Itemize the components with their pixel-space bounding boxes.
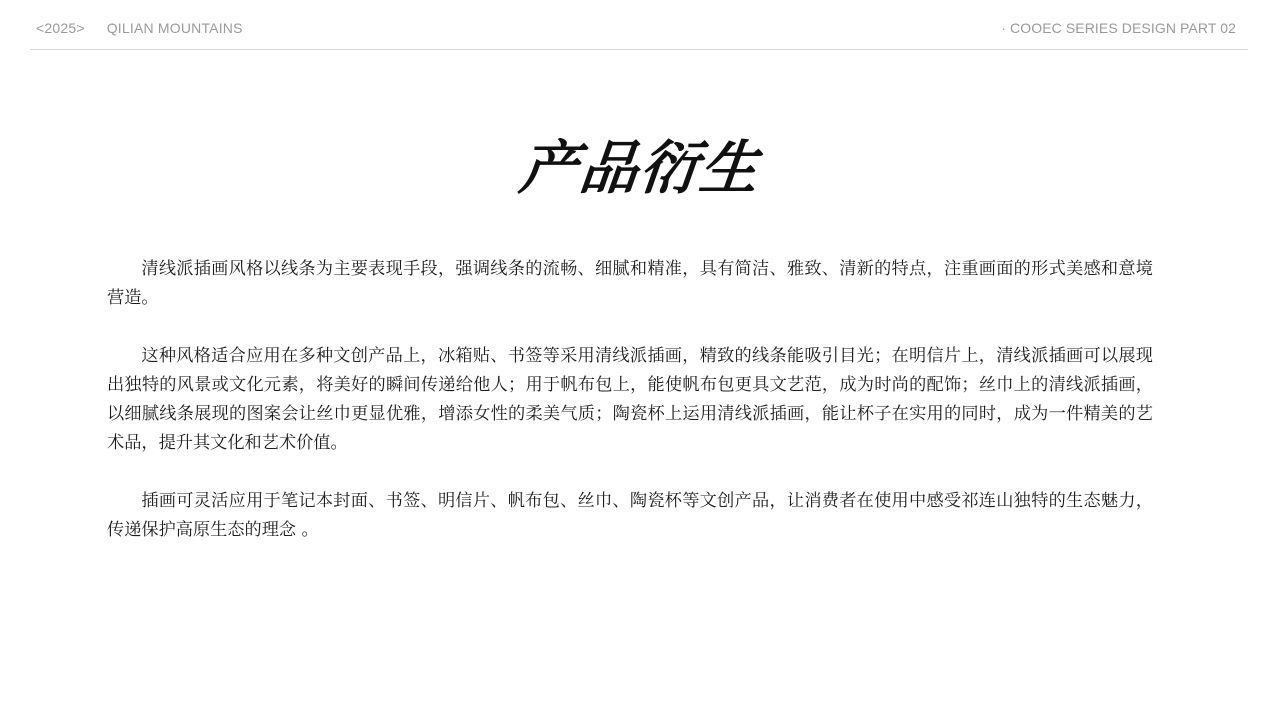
header-year: <2025>: [36, 20, 85, 36]
header-series: · COOEC SERIES DESIGN PART 02: [1001, 20, 1236, 36]
header-divider: [30, 49, 1248, 50]
paragraph-applications: 这种风格适合应用在多种文创产品上，冰箱贴、书签等采用清线派插画，精致的线条能吸引目光；在明信片上，清线派插画可以展现出独特的风景或文化元素，将美好的瞬间传递给他人；用于帆布包上，能使帆布包更具文艺范，成为时尚的配饰；丝巾上的清线派插画，以细腻线条展现的图案会让丝巾更显优雅，增添女性的柔美气质；陶瓷杯上运用清线派插画，能让杯子在实用的同时，成为一件精美的艺术品，提升其文化和艺术价值。: [107, 346, 1153, 453]
page-header: [0, 0, 1280, 50]
header-location: QILIAN MOUNTAINS: [106, 20, 243, 36]
paragraph-intro: 清线派插画风格以线条为主要表现手段，强调线条的流畅、细腻和精准，具有简洁、雅致、清新的特点，注重画面的形式美感和意境营造。: [107, 259, 1153, 308]
title-container: [0, 128, 1280, 218]
page-title: 产品衍生: [516, 134, 764, 202]
body-content: [107, 255, 1153, 574]
header-left: [36, 20, 243, 36]
paragraph-products: 插画可灵活应用于笔记本封面、书签、明信片、帆布包、丝巾、陶瓷杯等文创产品，让消费者在使用中感受祁连山独特的生态魅力，传递保护高原生态的理念 。: [107, 491, 1153, 540]
